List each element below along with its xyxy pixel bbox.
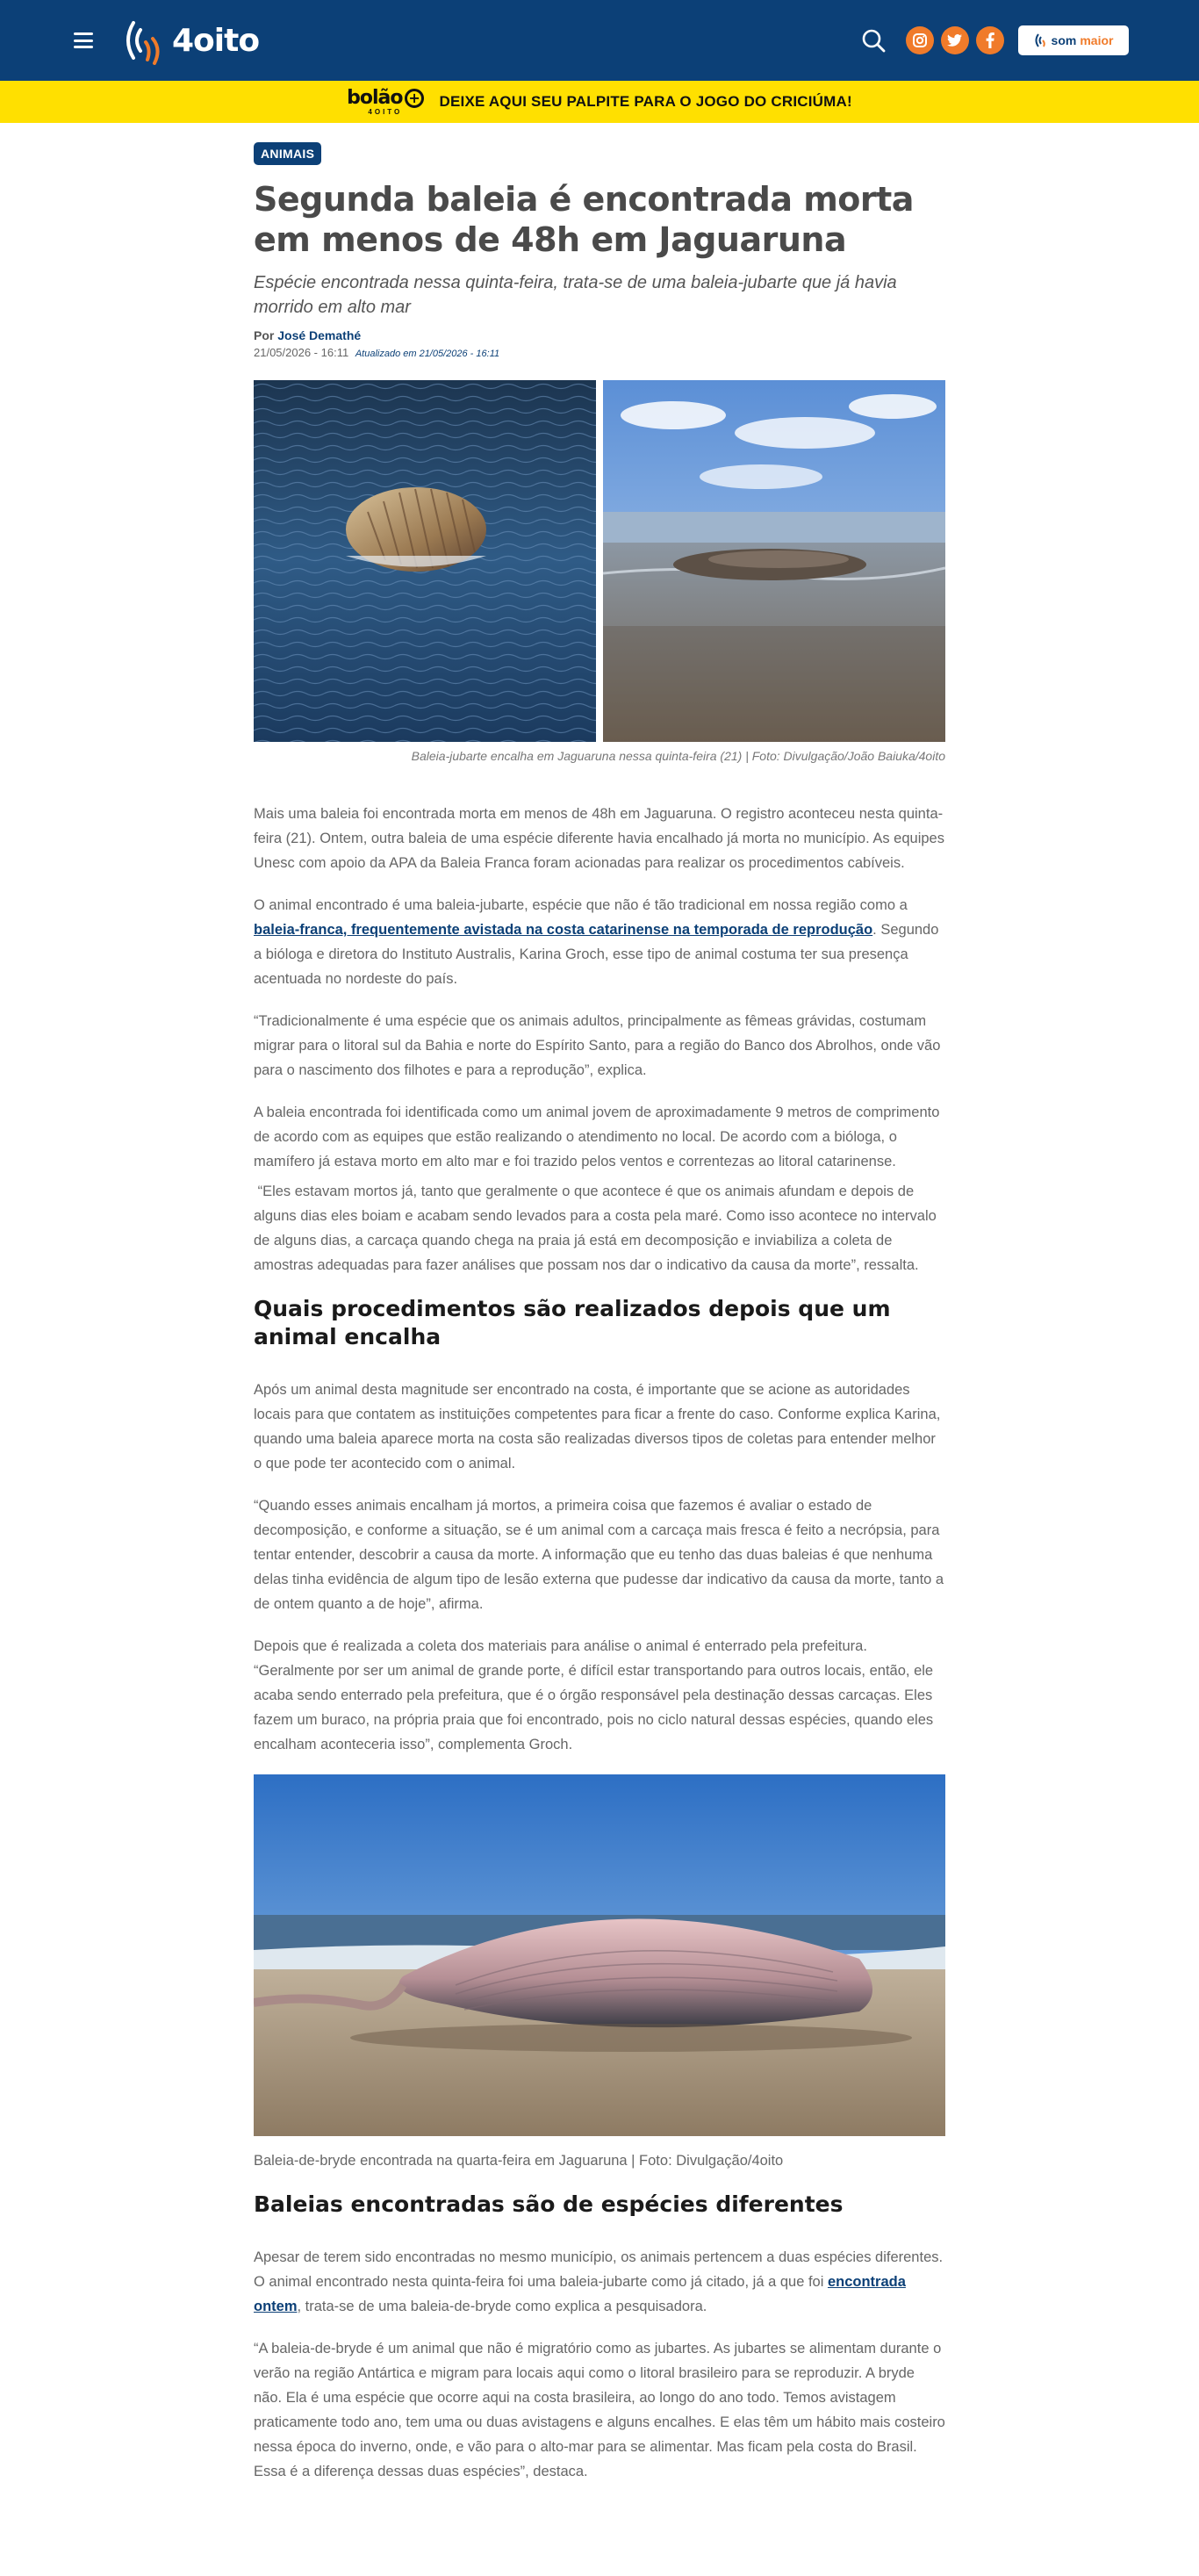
- bolao-logo: [347, 86, 423, 116]
- promo-banner[interactable]: [0, 81, 1199, 123]
- bolao-sub: 4OITO: [368, 107, 403, 116]
- logo-text: 4oito: [172, 22, 260, 59]
- dates: [254, 346, 945, 359]
- updated-date: Atualizado em 21/05/2026 - 16:11: [355, 349, 500, 359]
- paragraph: Após um animal desta magnitude ser encontrado na costa, é importante que se acione as autoridades locais para que contatem as instituições competentes para ficar a frente do caso. Conforme explica Karina, quando uma baleia aparece morta na costa são realizadas diversos tipos de coletas para entender melhor o que pode ter acontecido com o animal.: [254, 1382, 941, 1471]
- byline-prefix: Por: [254, 328, 275, 342]
- paragraph: “Quando esses animais encalham já mortos, a primeira coisa que fazemos é avaliar o estado de decomposição, e conforme a situação, se é um animal com a carcaça mais fresca é feito a necrópsia, para tentar entender, descobrir a causa da morte. A informação que eu tenho das duas baleias é que nenhuma delas tinha evidência de algum tipo de lesão externa que pudesse dar indicativo da causa da morte, tanto a de ontem quanto a de hoje”, afirma.: [254, 1498, 944, 1612]
- plus-icon: +: [405, 89, 424, 108]
- text-run: Apesar de terem sido encontradas no mesmo município, os animais pertencem a duas espécies diferentes. O animal encontrado nesta quinta-feira foi uma baleia-jubarte como já citado, já a que foi: [254, 2249, 944, 2290]
- bolao-brand: bolão: [347, 86, 403, 109]
- author-link[interactable]: José Demathé: [277, 328, 362, 342]
- paragraph: Depois que é realizada a coleta dos materiais para análise o animal é enterrado pela prefeitura. “Geralmente por ser um animal de grande porte, é difícil estar transportando para outros locais, então, ele acaba sendo enterrado pela prefeitura, que é o órgão responsável pela destinação dessas carcaças. Eles fazem um buraco, na própria praia que foi encontrado, pois no ciclo natural dessas espécies, quando eles encalham aconteceria isso”, complementa Groch.: [254, 1638, 934, 1752]
- byline: [254, 328, 945, 342]
- site-logo[interactable]: [119, 14, 259, 67]
- published-date: 21/05/2026 - 16:11: [254, 346, 349, 359]
- bryde-whale-photo[interactable]: [254, 1774, 945, 2136]
- twitter-icon[interactable]: [941, 26, 969, 54]
- paragraph: A baleia encontrada foi identificada como um animal jovem de aproximadamente 9 metros de comprimento de acordo com as equipes que estão realizando o atendimento no local. De acordo com a bióloga, o mamífero já estava morto em alto mar e foi trazido pelos ventos e correntezas ao litoral catarinense.: [254, 1105, 940, 1169]
- bottom-spacer: [254, 2501, 945, 2536]
- paragraph: [254, 2245, 945, 2319]
- text-run: , trata-se de uma baleia-de-bryde como explica a pesquisadora.: [297, 2299, 707, 2314]
- som-label: som: [1051, 33, 1077, 47]
- section-heading: Quais procedimentos são realizados depois que um animal encalha: [254, 1296, 891, 1349]
- photo-gallery: [254, 380, 945, 742]
- header-actions: [860, 25, 1129, 55]
- site-header: [0, 0, 1199, 81]
- paragraph: Mais uma baleia foi encontrada morta em menos de 48h em Jaguaruna. O registro aconteceu nesta quinta-feira (21). Ontem, outra baleia de uma espécie diferente havia encalhado já morta no município. As equipes Unesc com apoio da APA da Baleia Franca foram acionadas para realizar os procedimentos cabíveis.: [254, 806, 944, 871]
- paragraph: “A baleia-de-bryde é um animal que não é migratório como as jubartes. As jubartes se alimentam durante o verão na região Antártica e migram para locais aqui como o litoral brasileiro para se reproduzir. A bryde não. Ela é uma espécie que ocorre aqui na costa brasileira, ao longo do ano todo. Temos avistagem praticamente todo ano, tem uma ou duas avistagens e alguns encalhes. E elas têm um hábito mais costeiro nessa época do inverno, onde, e vão para o alto-mar para se alimentar. Mas ficam pela costa do Brasil. Essa é a diferença dessas duas espécies”, destaca.: [254, 2341, 945, 2479]
- text-run: . Segundo a bióloga e diretora do Instituto Australis, Karina Groch, esse tipo de animal costuma ter sua presença acentuada no nordeste do país.: [254, 922, 939, 987]
- facebook-icon[interactable]: [976, 26, 1004, 54]
- maior-label: maior: [1080, 33, 1114, 47]
- instagram-icon[interactable]: [906, 26, 934, 54]
- article-title: Segunda baleia é encontrada morta em menos de 48h em Jaguaruna: [254, 180, 914, 259]
- inline-link[interactable]: baleia-franca, frequentemente avistada na costa catarinense na temporada de reprodução: [254, 922, 873, 938]
- paragraph: “Eles estavam mortos já, tanto que geralmente o que acontece é que os animais afundam e depois de alguns dias eles boiam e acabam sendo levados para a costa pela maré. Como isso acontece no intervalo de alguns dias, a carcaça quando chega na praia já está em decomposição e inviabiliza a coleta de amostras adequadas para fazer análises que possam nos dar o indicativo da causa da morte”, ressalta.: [254, 1184, 937, 1273]
- text-run: O animal encontrado é uma baleia-jubarte, espécie que não é tão tradicional em nossa região como a: [254, 897, 908, 913]
- gallery-caption: Baleia-jubarte encalha em Jaguaruna nessa quinta-feira (21) | Foto: Divulgação/João Baiuka/4oito: [411, 749, 945, 763]
- article: [254, 123, 945, 2536]
- hero-image: [254, 1774, 945, 2136]
- inline-link[interactable]: encontrada ontem: [254, 2274, 906, 2314]
- humpback-sea-photo[interactable]: [254, 380, 596, 742]
- category-badge[interactable]: ANIMAIS: [254, 142, 321, 165]
- article-subtitle: Espécie encontrada nessa quinta-feira, trata-se de uma baleia-jubarte que já havia morrido em alto mar: [254, 273, 897, 317]
- hero-caption: Baleia-de-bryde encontrada na quarta-feira em Jaguaruna | Foto: Divulgação/4oito: [254, 2153, 784, 2169]
- section-heading: Baleias encontradas são de espécies diferentes: [254, 2191, 844, 2217]
- article-body: [254, 802, 945, 2484]
- menu-icon[interactable]: [74, 32, 93, 48]
- promo-text: DEIXE AQUI SEU PALPITE PARA O JOGO DO CRICIÚMA!: [439, 93, 852, 110]
- paragraph: [254, 893, 945, 991]
- som-maior-button[interactable]: [1018, 25, 1129, 55]
- humpback-beach-photo[interactable]: [603, 380, 945, 742]
- paragraph: “Tradicionalmente é uma espécie que os animais adultos, principalmente as fêmeas grávidas, costumam migrar para o litoral sul da Bahia e norte do Espírito Santo, para a região do Banco dos Abrolhos, onde vão para o nascimento dos filhotes e para a reprodução”, explica.: [254, 1013, 941, 1078]
- radio-waves-logo-icon: [119, 16, 167, 65]
- radio-waves-icon: [1034, 32, 1048, 48]
- search-icon[interactable]: [860, 27, 887, 54]
